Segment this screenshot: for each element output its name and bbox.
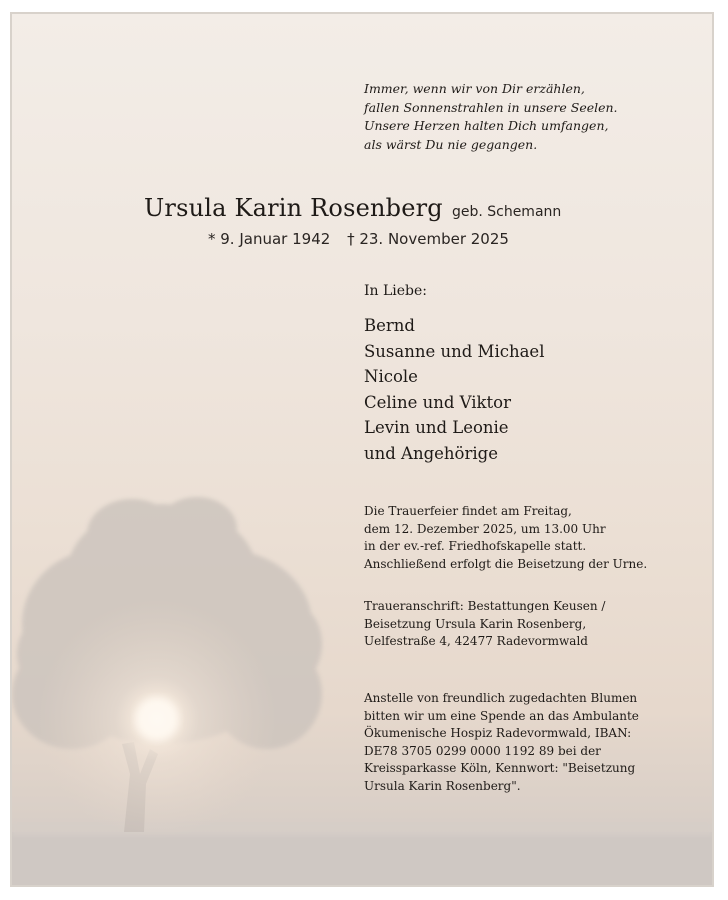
- mourners-list: [364, 313, 544, 466]
- life-dates: [208, 230, 509, 248]
- verse-line: Unsere Herzen halten Dich umfangen,: [364, 118, 609, 133]
- donation-line: Ökumenische Hospiz Radevormwald, IBAN:: [364, 726, 632, 740]
- condolence-address: [364, 598, 694, 651]
- mourner-name: Susanne und Michael: [364, 341, 545, 361]
- verse-line: fallen Sonnenstrahlen in unsere Seelen.: [364, 99, 618, 115]
- donation-line: DE78 3705 0299 0000 1192 89 bei der: [364, 743, 601, 758]
- donation-line: Ursula Karin Rosenberg".: [364, 778, 521, 793]
- mourner-name: Bernd: [364, 316, 415, 335]
- maiden-name: geb. Schemann: [451, 204, 562, 220]
- donation-line: bitten wir um eine Spende an das Ambulante: [364, 708, 639, 723]
- funeral-service-info: [364, 503, 694, 573]
- deceased-name-row: [144, 194, 561, 222]
- mourner-name: und Angehörige: [364, 443, 498, 463]
- verse: [364, 80, 684, 154]
- service-line: dem 12. Dezember 2025, um 13.00 Uhr: [364, 521, 606, 536]
- address-line: Beisetzung Ursula Karin Rosenberg,: [364, 616, 587, 631]
- address-line: Traueranschrift: Bestattungen Keusen /: [364, 599, 606, 613]
- address-line: Uelfestraße 4, 42477 Radevormwald: [364, 634, 588, 648]
- verse-line: als wärst Du nie gegangen.: [364, 136, 538, 152]
- mourner-name: Levin und Leonie: [364, 418, 509, 437]
- donation-info: [364, 690, 694, 795]
- donation-line: Kreissparkasse Köln, Kennwort: "Beisetzung: [364, 761, 636, 775]
- service-line: in der ev.-ref. Friedhofskapelle statt.: [364, 539, 587, 553]
- donation-line: Anstelle von freundlich zugedachten Blumen: [364, 691, 638, 705]
- verse-line: Immer, wenn wir von Dir erzählen,: [364, 81, 585, 96]
- service-line: Die Trauerfeier findet am Freitag,: [364, 504, 572, 518]
- mourner-name: Celine und Viktor: [364, 392, 511, 412]
- service-line: Anschließend erfolgt die Beisetzung der Urne.: [364, 556, 648, 571]
- death-date: † 23. November 2025: [347, 230, 509, 248]
- birth-date: * 9. Januar 1942: [208, 230, 331, 248]
- deceased-name: Ursula Karin Rosenberg: [144, 194, 443, 222]
- mourners-label: In Liebe:: [364, 283, 428, 299]
- mourner-name: Nicole: [364, 367, 418, 386]
- ground: [12, 832, 712, 885]
